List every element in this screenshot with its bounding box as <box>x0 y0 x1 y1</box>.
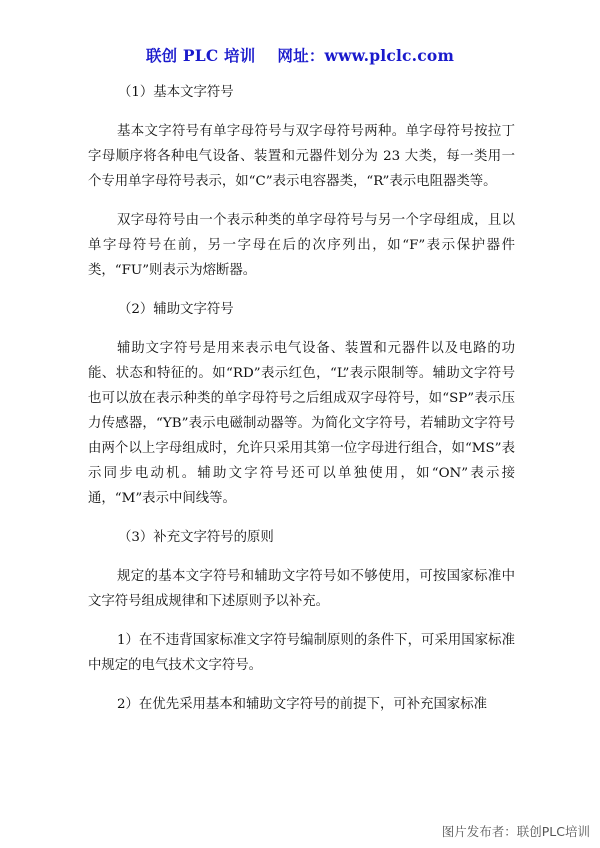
section-1-heading: （1）基本文字符号 <box>118 85 234 100</box>
section-2-heading: （2）辅助文字符号 <box>118 302 234 317</box>
document-body <box>88 80 515 731</box>
section-3-heading: （3）补充文字符号的原则 <box>118 530 274 545</box>
page-header <box>0 44 600 66</box>
header-org: 联创 PLC 培训 <box>145 46 256 65</box>
section-3-paragraph-1: 规定的基本文字符号和辅助文字符号如不够使用，可按国家标准中文字符号组成规律和下述原则予以补充。 <box>88 569 515 609</box>
header-website: 网址：www.plclc.com <box>277 46 455 65</box>
section-2-paragraph-1: 辅助文字符号是用来表示电气设备、装置和元器件以及电路的功能、状态和特征的。如“RD”表示红色，“L”表示限制等。辅助文字符号也可以放在表示种类的单字母符号之后组成双字母符号，如“SP”表示压力传感器，“YB”表示电磁制动器等。为简化文字符号，若辅助文字符号由两个以上字母组成时，允许只采用其第一位字母进行组合，如“MS”表示同步电动机。辅助文字符号还可以单独使用，如“ON”表示接通，“M”表示中间线等。 <box>88 341 515 506</box>
section-1-paragraph-1: 基本文字符号有单字母符号与双字母符号两种。单字母符号按拉丁字母顺序将各种电气设备、装置和元器件划分为 23 大类，每一类用一个专用单字母符号表示，如“C”表示电容器类，“R”表示电阻器类等。 <box>88 124 515 189</box>
image-credit: 图片发布者：联创PLC培训 <box>441 824 590 839</box>
section-1-paragraph-2: 双字母符号由一个表示种类的单字母符号与另一个字母组成，且以单字母符号在前，另一字母在后的次序列出，如“F”表示保护器件类，“FU”则表示为熔断器。 <box>88 213 515 278</box>
section-3-item-2: 2）在优先采用基本和辅助文字符号的前提下，可补充国家标准 <box>117 697 488 712</box>
section-3-item-1: 1）在不违背国家标准文字符号编制原则的条件下，可采用国家标准中规定的电气技术文字符号。 <box>88 633 515 673</box>
